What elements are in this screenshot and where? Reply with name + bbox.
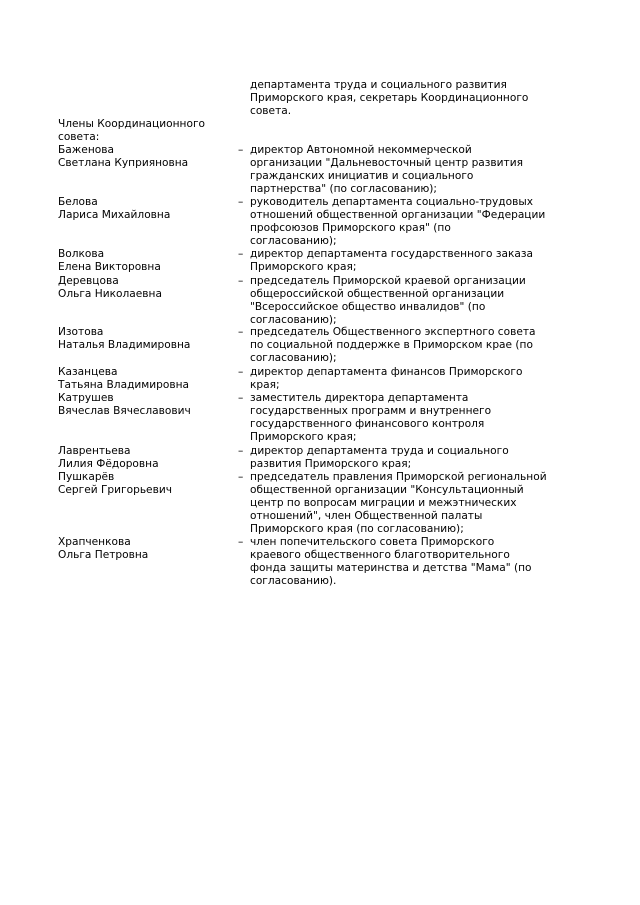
member-position: член попечительского совета Приморского краевого общественного благотворительного фонда защиты материнства и детства "Мама" (по согласованию).	[250, 536, 532, 587]
dash-separator: –	[238, 392, 244, 404]
dash-separator: –	[238, 366, 244, 378]
member-name: Пушкарёв Сергей Григорьевич	[58, 471, 172, 496]
dash-separator: –	[238, 471, 244, 483]
member-position: председатель Приморской краевой организации общероссийской общественной организации "Всероссийское общество инвалидов" (по согласованию);	[250, 275, 526, 326]
member-position: председатель правления Приморской региональной общественной организации "Консультационный центр по вопросам миграции и межэтнических отношений", член Общественной палаты Приморского края (по согласованию);	[250, 471, 547, 535]
member-name: Казанцева Татьяна Владимировна	[58, 366, 190, 391]
dash-separator: –	[238, 275, 244, 287]
dash-separator: –	[238, 445, 244, 457]
secretary-position-continuation: департамента труда и социального развития Приморского края, секретарь Координационного совета.	[250, 79, 529, 117]
dash-separator: –	[238, 248, 244, 260]
dash-separator: –	[238, 144, 244, 156]
member-position: директор Автономной некоммерческой организации "Дальневосточный центр развития гражданских инициатив и социального партнерства" (по согласованию);	[250, 144, 523, 195]
member-name: Изотова Наталья Владимировна	[58, 326, 191, 351]
member-position: заместитель директора департамента государственных программ и внутреннего государственного финансового контроля Приморского края;	[250, 392, 492, 443]
member-name: Волкова Елена Викторовна	[58, 248, 161, 273]
member-name: Катрушев Вячеслав Вячеславович	[58, 392, 191, 417]
member-name: Лаврентьева Лилия Фёдоровна	[58, 445, 159, 470]
dash-separator: –	[238, 196, 244, 208]
member-name: Деревцова Ольга Николаевна	[58, 275, 162, 300]
member-position: директор департамента финансов Приморского края;	[250, 366, 523, 391]
member-position: директор департамента труда и социального развития Приморского края;	[250, 445, 509, 470]
members-heading: Члены Координационного совета:	[58, 118, 206, 143]
member-name: Белова Лариса Михайловна	[58, 196, 171, 221]
member-position: председатель Общественного экспертного совета по социальной поддержке в Приморском крае (по согласованию);	[250, 326, 536, 364]
member-position: руководитель департамента социально-трудовых отношений общественной организации "Федерации профсоюзов Приморского края" (по согласованию);	[250, 196, 546, 247]
member-position: директор департамента государственного заказа Приморского края;	[250, 248, 534, 273]
member-name: Баженова Светлана Куприяновна	[58, 144, 189, 169]
member-name: Храпченкова Ольга Петровна	[58, 536, 149, 561]
dash-separator: –	[238, 536, 244, 548]
dash-separator: –	[238, 326, 244, 338]
